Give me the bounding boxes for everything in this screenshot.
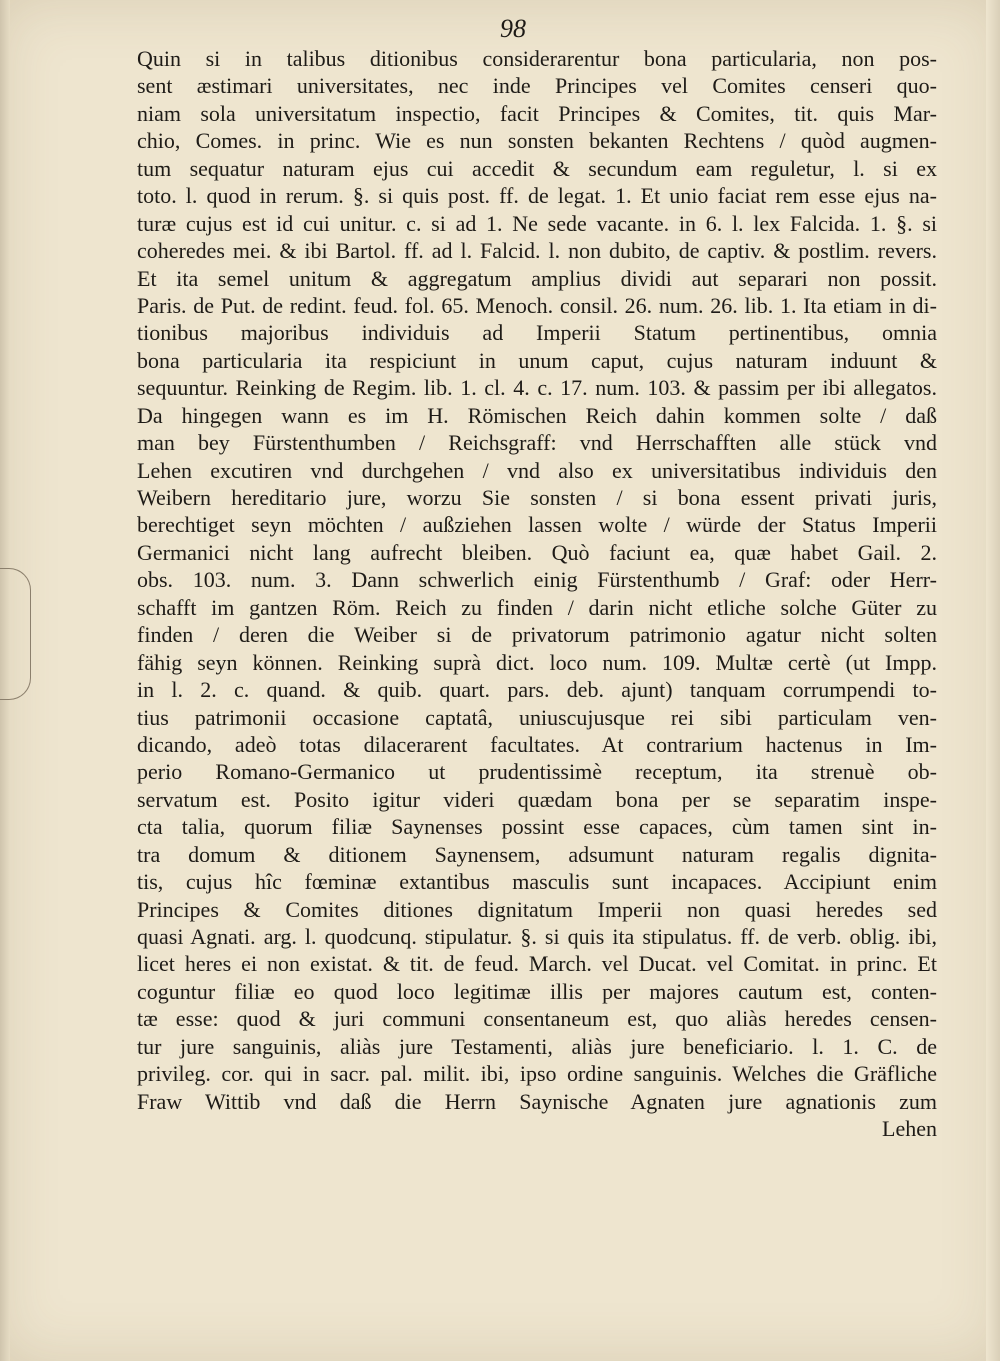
page-tab-mark	[0, 568, 31, 700]
text-line: dicando, adeò totas dilacerarent facultates. At contrarium hactenus in Im-	[137, 731, 937, 757]
text-line: turæ cujus est id cui unitur. c. si ad 1. Ne sede vacante. in 6. l. lex Falcida. 1. §. si	[137, 210, 937, 236]
text-line: Germanici nicht lang aufrecht bleiben. Quò faciunt ea, quæ habet Gail. 2.	[137, 539, 937, 565]
text-line: berechtiget seyn möchten / außziehen lassen wolte / würde der Status Imperii	[137, 512, 937, 538]
text-line: schafft im gantzen Röm. Reich zu finden / darin nicht etliche solche Güter zu	[137, 594, 937, 620]
text-line: bona particularia ita respiciunt in unum caput, cujus naturam induunt &	[137, 347, 937, 373]
text-line: privileg. cor. qui in sacr. pal. milit. ibi, ipso ordine sanguinis. Welches die Gräfliche	[137, 1061, 937, 1087]
text-line: sequuntur. Reinking de Regim. lib. 1. cl. 4. c. 17. num. 103. & passim per ibi allegatos.	[137, 375, 937, 401]
text-line: fähig seyn können. Reinking suprà dict. loco num. 109. Multæ certè (ut Impp.	[137, 649, 937, 675]
text-line: coheredes mei. & ibi Bartol. ff. ad l. Falcid. l. non dubito, de captiv. & postlim. revers.	[137, 238, 937, 264]
text-line: Weibern hereditario jure, worzu Sie sonsten / si bona essent privati juris,	[137, 485, 937, 510]
text-line: niam sola universitatum inspectio, facit Principes & Comites, tit. quis Mar-	[137, 100, 937, 126]
catchword: Lehen	[882, 1116, 937, 1142]
text-line: tum sequatur naturam ejus cui accedit & secundum eam reguletur, l. si ex	[137, 155, 937, 181]
text-line: tionibus majoribus individuis ad Imperii Statum pertinentibus, omnia	[137, 320, 937, 346]
text-line: tius patrimonii occasione captatâ, uniuscujusque rei sibi particulam ven-	[137, 704, 937, 730]
page-number: 98	[500, 14, 526, 43]
text-line: chio, Comes. in princ. Wie es nun sonsten bekanten Rechtens / quòd augmen-	[137, 128, 937, 154]
text-line: perio Romano-Germanico ut prudentissimè receptum, ita strenuè ob-	[137, 759, 937, 785]
text-line: Da hingegen wann es im H. Römischen Reich dahin kommen solte / daß	[137, 402, 937, 428]
text-line: cta talia, quorum filiæ Saynenses possint esse capaces, cùm tamen sint in-	[137, 814, 937, 840]
body-text	[137, 45, 937, 1143]
text-line: licet heres ei non existat. & tit. de feud. March. vel Ducat. vel Comitat. in princ. Et	[137, 951, 937, 977]
text-line: in l. 2. c. quand. & quib. quart. pars. deb. ajunt) tanquam corrumpendi to-	[137, 677, 937, 703]
text-line: coguntur filiæ eo quod loco legitimæ illis per majores cautum est, conten-	[137, 978, 937, 1004]
text-line: Principes & Comites ditiones dignitatum Imperii non quasi heredes sed	[137, 896, 937, 922]
text-line: finden / deren die Weiber si de privatorum patrimonio agatur nicht solten	[137, 622, 937, 648]
text-line: toto. l. quod in rerum. §. si quis post. ff. de legat. 1. Et unio faciat rem esse ejus na-	[137, 183, 937, 209]
text-line: tæ esse: quod & juri communi consentaneum est, quo aliàs heredes censen-	[137, 1006, 937, 1032]
text-line: tra domum & ditionem Saynensem, adsumunt naturam regalis dignita-	[137, 841, 937, 867]
text-line: quasi Agnati. arg. l. quodcunq. stipulatur. §. si quis ita stipulatus. ff. de verb. oblig. ibi,	[137, 924, 937, 949]
text-line: Lehen excutiren vnd durchgehen / vnd also ex universitatibus individuis den	[137, 457, 937, 483]
text-line: tur jure sanguinis, aliàs jure Testamenti, aliàs jure beneficiario. l. 1. C. de	[137, 1033, 937, 1059]
text-line: servatum est. Posito igitur videri quædam bona per se separatim inspe-	[137, 786, 937, 812]
text-line: Fraw Wittib vnd daß die Herrn Saynische Agnaten jure agnationis zum	[137, 1088, 937, 1114]
text-line: Quin si in talibus ditionibus considerarentur bona particularia, non pos-	[137, 46, 937, 71]
text-line: Paris. de Put. de redint. feud. fol. 65. Menoch. consil. 26. num. 26. lib. 1. Ita etiam in di-	[137, 292, 937, 318]
page-fore-edge	[986, 0, 1000, 1361]
text-line: Et ita semel unitum & aggregatum amplius dividi aut separari non possit.	[137, 265, 937, 291]
text-line: obs. 103. num. 3. Dann schwerlich einig Fürstenthumb / Graf: oder Herr-	[137, 567, 937, 593]
text-line: tis, cujus hîc fœminæ extantibus masculis sunt incapaces. Accipiunt enim	[137, 869, 937, 895]
text-line: man bey Fürstenthumben / Reichsgraff: vnd Herrschafften alle stück vnd	[137, 430, 937, 456]
text-line: sent æstimari universitates, nec inde Principes vel Comites censeri quo-	[137, 73, 937, 99]
